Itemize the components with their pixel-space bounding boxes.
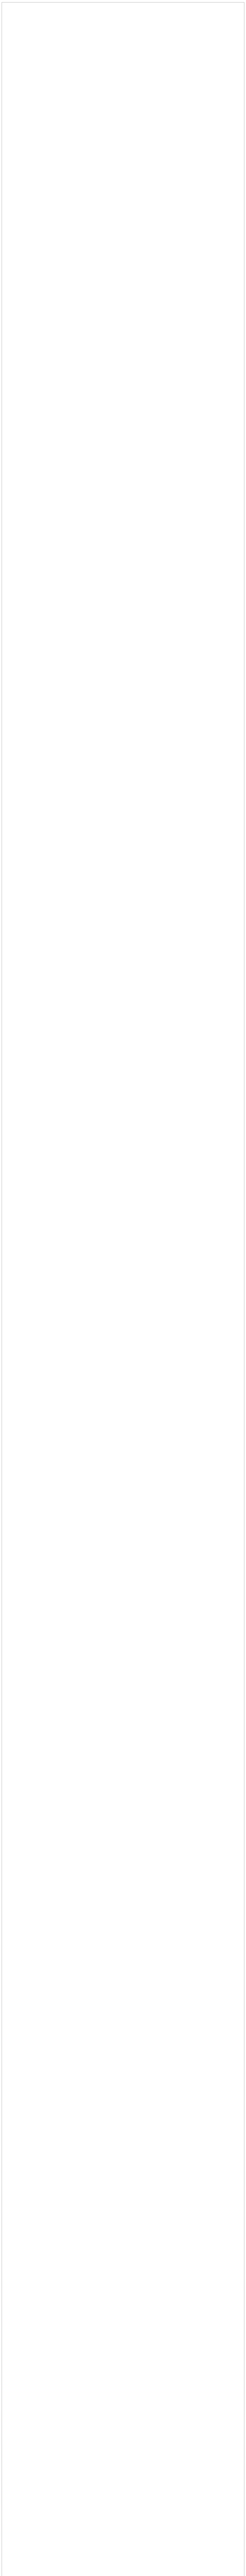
- risk-area-table: [2, 2, 244, 2576]
